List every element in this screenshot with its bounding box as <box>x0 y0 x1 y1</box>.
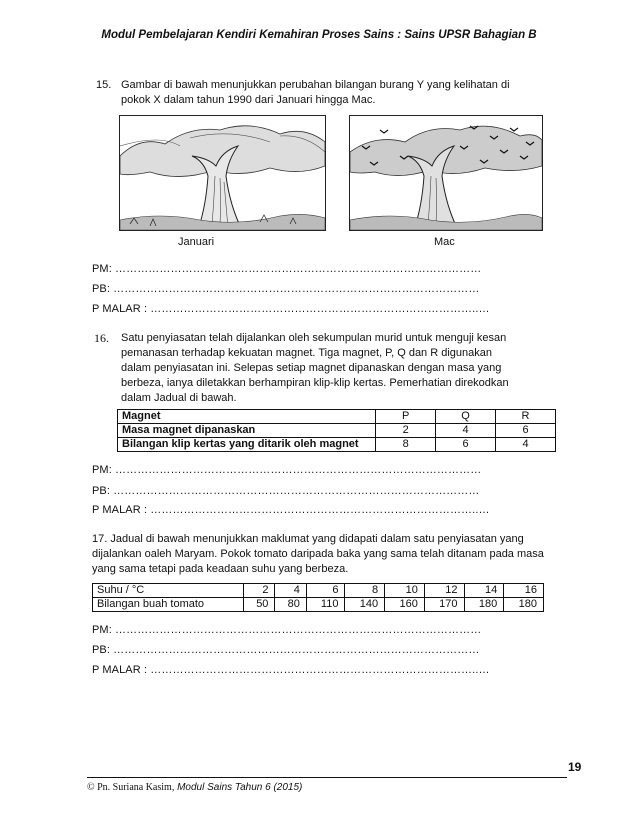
march-tree-image <box>349 115 543 231</box>
table-cell: Suhu / °C <box>93 584 244 598</box>
tree-illustration <box>120 116 325 230</box>
table-cell: 12 <box>424 584 464 598</box>
q16-line: Satu penyiasatan telah dijalankan oleh sekumpulan murid untuk menguji kesan <box>121 332 507 344</box>
q16-pb-line[interactable]: PB: ……………………………………………………………………………………… <box>92 485 480 497</box>
q17-line: 17. Jadual di bawah menunjukkan maklumat yang didapati dalam satu penyiasatan yang <box>92 533 524 545</box>
q16-line: pemanasan terhadap kekuatan magnet. Tiga magnet, P, Q dan R digunakan <box>121 347 492 359</box>
table-cell: 4 <box>275 584 306 598</box>
q17-text <box>92 532 561 577</box>
q15-line: Gambar di bawah menunjukkan perubahan bilangan burang Y yang kelihatan di <box>121 79 510 91</box>
footer-author: © Pn. Suriana Kasim, <box>87 782 175 793</box>
q15-pmalar-line[interactable]: P MALAR : ……………………………………………………………………………..… <box>92 303 490 315</box>
table-row <box>93 584 544 598</box>
table-cell: P <box>376 410 436 424</box>
footer-divider <box>87 777 567 778</box>
table-cell: 10 <box>385 584 425 598</box>
table-cell: 16 <box>504 584 544 598</box>
january-tree-image <box>119 115 326 231</box>
table-cell: 180 <box>464 598 504 612</box>
q17-line: yang sama tetapi pada keadaan suhu yang berbeza. <box>92 563 349 575</box>
table-cell: 50 <box>244 598 275 612</box>
table-cell: 14 <box>464 584 504 598</box>
q15-line: pokok X dalam tahun 1990 dari Januari hingga Mac. <box>121 94 376 106</box>
q16-text <box>121 331 561 406</box>
q15-text <box>121 78 561 108</box>
q17-pm-line[interactable]: PM: ……………………………………………………………………………………… <box>92 624 482 636</box>
table-cell: 6 <box>306 584 345 598</box>
q15-pm-line[interactable]: PM: ……………………………………………………………………………………… <box>92 263 482 275</box>
table-cell: 8 <box>376 438 436 452</box>
q17-line: dijalankan oaleh Maryam. Pokok tomato daripada baka yang sama telah ditanam pada masa <box>92 548 544 560</box>
table-cell: 2 <box>244 584 275 598</box>
table-row <box>118 424 556 438</box>
q15-pb-line[interactable]: PB: ……………………………………………………………………………………… <box>92 283 480 295</box>
table-row <box>118 438 556 452</box>
q16-line: dalam Jadual di bawah. <box>121 392 237 404</box>
table-cell: 8 <box>345 584 385 598</box>
footer-module: Modul Sains Tahun 6 (2015) <box>174 782 303 793</box>
table-cell: Bilangan klip kertas yang ditarik oleh magnet <box>118 438 376 452</box>
table-cell: 4 <box>496 438 556 452</box>
q15-number: 15. <box>96 79 112 91</box>
january-label: Januari <box>178 236 215 248</box>
q16-line: dalam penyiasatan ini. Selepas setiap magnet dipanaskan dengan masa yang <box>121 362 502 374</box>
table-cell: Magnet <box>118 410 376 424</box>
q17-pmalar-line[interactable]: P MALAR : ……………………………………………………………………………..… <box>92 664 490 676</box>
table-cell: 2 <box>376 424 436 438</box>
page-footer <box>87 782 302 793</box>
table-cell: 80 <box>275 598 306 612</box>
march-label: Mac <box>434 236 455 248</box>
table-cell: 110 <box>306 598 345 612</box>
table-cell: 6 <box>436 438 496 452</box>
tree-with-birds-illustration <box>350 116 542 230</box>
q17-table <box>92 583 544 612</box>
table-cell: 4 <box>436 424 496 438</box>
table-cell: R <box>496 410 556 424</box>
table-row <box>118 410 556 424</box>
q17-pb-line[interactable]: PB: ……………………………………………………………………………………… <box>92 644 480 656</box>
q16-table <box>117 409 556 452</box>
table-cell: 6 <box>496 424 556 438</box>
q16-pmalar-line[interactable]: P MALAR : ……………………………………………………………………………..… <box>92 504 490 516</box>
page-header: Modul Pembelajaran Kendiri Kemahiran Proses Sains : Sains UPSR Bahagian B <box>101 29 537 41</box>
table-cell: Q <box>436 410 496 424</box>
table-cell: 180 <box>504 598 544 612</box>
table-cell: 140 <box>345 598 385 612</box>
table-cell: Bilangan buah tomato <box>93 598 244 612</box>
table-row <box>93 598 544 612</box>
table-cell: Masa magnet dipanaskan <box>118 424 376 438</box>
table-cell: 160 <box>385 598 425 612</box>
q16-line: berbeza, ianya diletakkan berhampiran klip-klip kertas. Pemerhatian direkodkan <box>121 377 509 389</box>
table-cell: 170 <box>424 598 464 612</box>
q16-number: 16. <box>94 331 109 345</box>
page-number: 19 <box>568 760 582 774</box>
q16-pm-line[interactable]: PM: ……………………………………………………………………………………… <box>92 464 482 476</box>
